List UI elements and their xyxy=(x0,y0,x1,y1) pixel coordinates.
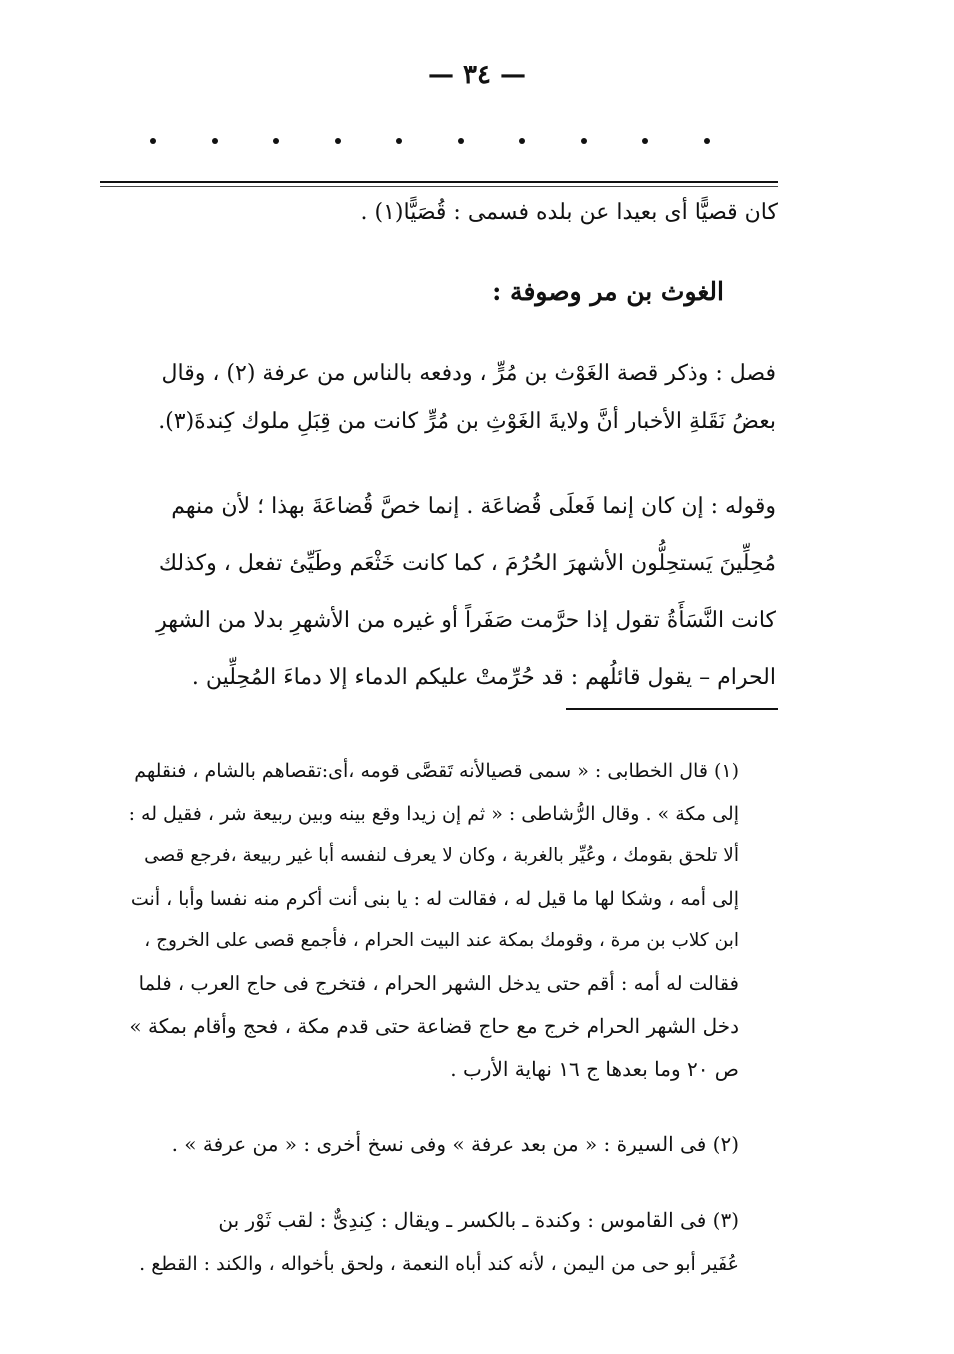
continuation-line: كان قصيًّا أى بعيدا عن بلده فسمى : قُصَيًّا(١) . xyxy=(360,200,778,225)
paragraph-1-line: فصل : وذكر قصة الغَوْث بن مُرٍّ ، ودفعه بالناس من عرفة (٢) ، وقال xyxy=(161,361,776,386)
footnote-1-line: (١) قال الخطابى : « سمى قصيالأنه تَقصَّى قومه ،أى:تقصاهم بالشام ، فنقلهم xyxy=(134,760,739,782)
footnote-1-line: ألا تلحق بقومك ، وعُيِّر بالغربة ، وكان لا يعرف لنفسه أبا غير ربيعة ،فرجع قصى xyxy=(144,845,739,866)
footnote-2-line: (٢) فى السيرة : « من بعد عرفة » وفى نسخ أخرى : « من عرفة » . xyxy=(171,1132,739,1156)
header-dot xyxy=(396,138,402,144)
footnote-1-line: إلى أمه ، وشكا لها ما قيل له ، فقالت له : يا بنى أنت أكرم منه نفسا وأبا ، أنت xyxy=(130,887,739,910)
header-rule xyxy=(100,181,778,183)
paragraph-1-line: بعضُ نَقَلةِ الأخبار أنَّ ولايةَ الغَوْثِ بن مُرٍّ كانت من قِبَلِ ملوك كِندةَ(٣). xyxy=(158,409,776,434)
footnote-1-line: إلى مكة » . وقال الرُّشاطى : « ثم إن زيدا وقع بينه وبين ربيعة شر ، فقيل له : xyxy=(128,802,739,825)
footnote-1-line: دخل الشهر الحرام خرج مع حاج قضاعة حتى قدم مكة ، فحج وأقام بمكة » xyxy=(129,1014,739,1038)
header-dot xyxy=(273,138,279,144)
footnote-1 xyxy=(129,750,739,1090)
footnote-1-line: ابن كلاب بن مرة ، وقومك بمكة عند البيت الحرام ، فأجمع قصى على الخروج ، xyxy=(144,930,739,951)
paragraph-2-line: الحرام – يقول قائلُهم : قد حُرِّمتْ عليكم الدماء إلا دماءَ المُحِلِّين . xyxy=(191,665,776,690)
footnote-1-line: ص ٢٠ وما بعدها ج ١٦ نهاية الأرب . xyxy=(450,1056,739,1081)
footnote-1-line: فقالت له أمه : أقم حتى يدخل الشهر الحرام ، فتخرج فى حاج العرب ، فلما xyxy=(138,971,739,995)
footnote-3 xyxy=(129,1198,739,1286)
header-dot xyxy=(519,138,525,144)
header-dot xyxy=(150,138,156,144)
footnote-2 xyxy=(129,1132,739,1156)
paragraph-2-line: مُحِلِّينَ يَستحِلُّون الأشهرَ الحُرُمَ ، كما كانت خَثْعَم وطَيِّئ تفعل ، وكذلك xyxy=(158,551,776,576)
footnote-3-line: عُفَير أبو حى من اليمن ، لأنه كند أباه النعمة ، ولحق بأخواله ، والكند : القطع . xyxy=(139,1253,739,1275)
paragraph-1 xyxy=(116,350,776,446)
header-dot xyxy=(458,138,464,144)
footnote-separator xyxy=(566,708,778,710)
header-dot xyxy=(212,138,218,144)
header-rule-secondary xyxy=(100,186,778,187)
paragraph-2-line: كانت النَّسَأَةُ تقول إذا حرَّمت صَفَراً أو غيره من الأشهرِ بدلا من الشهرِ xyxy=(156,608,776,633)
section-heading: الغوث بن مر وصوفة : xyxy=(492,277,724,306)
footnote-3-line: (٣) فى القاموس : وكندة ـ بالكسر ـ ويقال : كِندِىٌّ : لقب ثَوْر بن xyxy=(218,1208,739,1232)
page-number: — ٣٤ — xyxy=(427,60,527,90)
paragraph-2-line: وقوله : إن كان إنما فَعلَى قُضاعَة . إنما خصَّ قُضاعَةَ بهذا ؛ لأن منهم xyxy=(171,494,776,519)
paragraph-2 xyxy=(116,478,776,706)
continuation-line-block xyxy=(178,200,778,225)
header-dot xyxy=(704,138,710,144)
header-dot xyxy=(335,138,341,144)
header-dot xyxy=(642,138,648,144)
header-dot xyxy=(581,138,587,144)
header-dot-row xyxy=(150,138,710,144)
